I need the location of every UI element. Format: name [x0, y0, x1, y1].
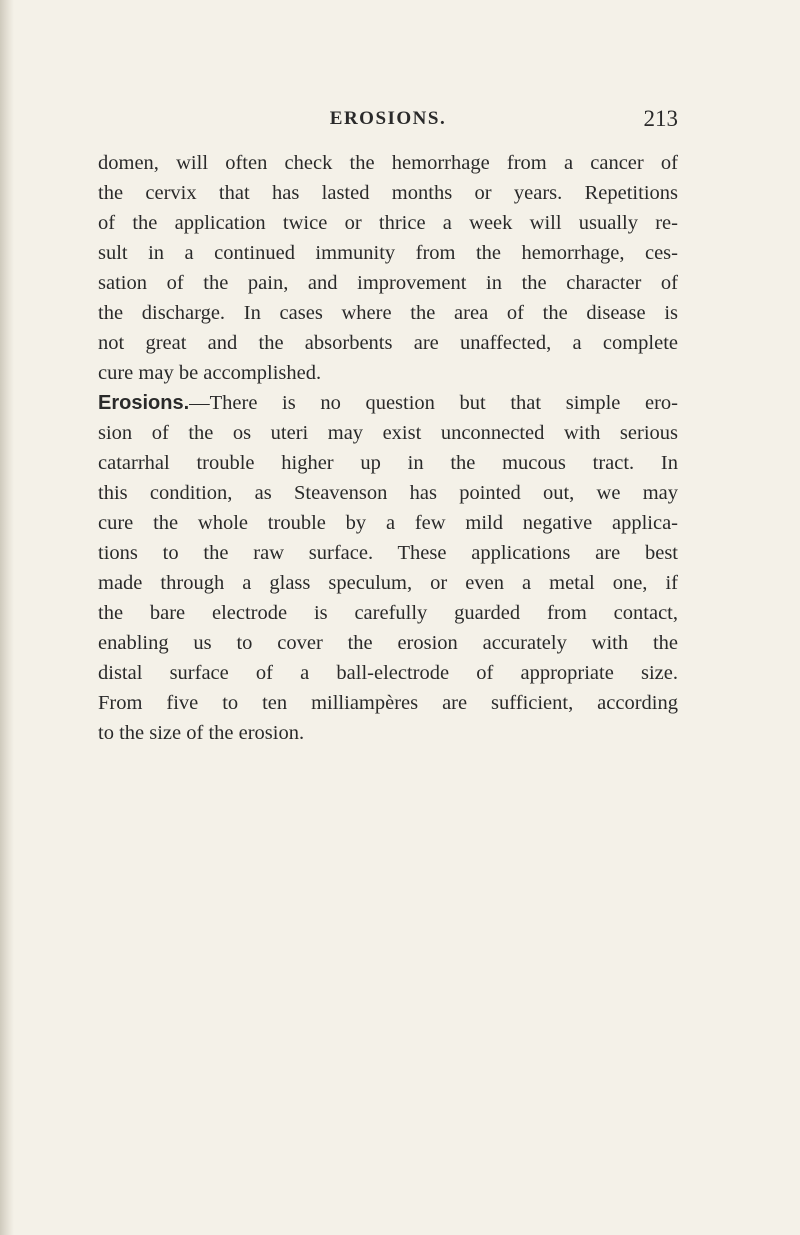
section-heading: Erosions.: [98, 392, 190, 414]
text-fragment: —There is no question but that simple ero-: [189, 392, 678, 414]
text-line: the cervix that has lasted months or years. Repetitions: [98, 182, 678, 204]
running-title: EROSIONS.: [329, 108, 447, 129]
page-number: 213: [643, 106, 678, 131]
text-line: cure the whole trouble by a few mild negative applica-: [98, 512, 678, 534]
text-line: enabling us to cover the erosion accurately with the: [98, 632, 678, 654]
text-line: cure may be accomplished.: [98, 362, 322, 384]
text-line: From five to ten milliampères are sufficient, according: [98, 692, 678, 714]
running-head: [98, 108, 678, 138]
text-line: to the size of the erosion.: [98, 722, 305, 744]
text-line: distal surface of a ball-electrode of appropriate size.: [98, 662, 678, 684]
text-line: the discharge. In cases where the area of the disease is: [98, 302, 678, 324]
text-line: domen, will often check the hemorrhage from a cancer of: [98, 152, 678, 174]
text-line: [98, 388, 678, 418]
paragraph-continued: [98, 148, 678, 388]
page-edge-shadow: [0, 0, 14, 1235]
text-line: of the application twice or thrice a week will usually re-: [98, 212, 678, 234]
text-line: not great and the absorbents are unaffected, a complete: [98, 332, 678, 354]
text-line: the bare electrode is carefully guarded from contact,: [98, 602, 678, 624]
paragraph-erosions: [98, 388, 678, 748]
text-line: sation of the pain, and improvement in the character of: [98, 272, 678, 294]
text-line: catarrhal trouble higher up in the mucous tract. In: [98, 452, 678, 474]
text-line: tions to the raw surface. These applications are best: [98, 542, 678, 564]
text-line: made through a glass speculum, or even a metal one, if: [98, 572, 678, 594]
text-line: sion of the os uteri may exist unconnected with serious: [98, 422, 678, 444]
text-line: sult in a continued immunity from the hemorrhage, ces-: [98, 242, 678, 264]
text-line: this condition, as Steavenson has pointed out, we may: [98, 482, 678, 504]
body-text: [98, 148, 678, 748]
